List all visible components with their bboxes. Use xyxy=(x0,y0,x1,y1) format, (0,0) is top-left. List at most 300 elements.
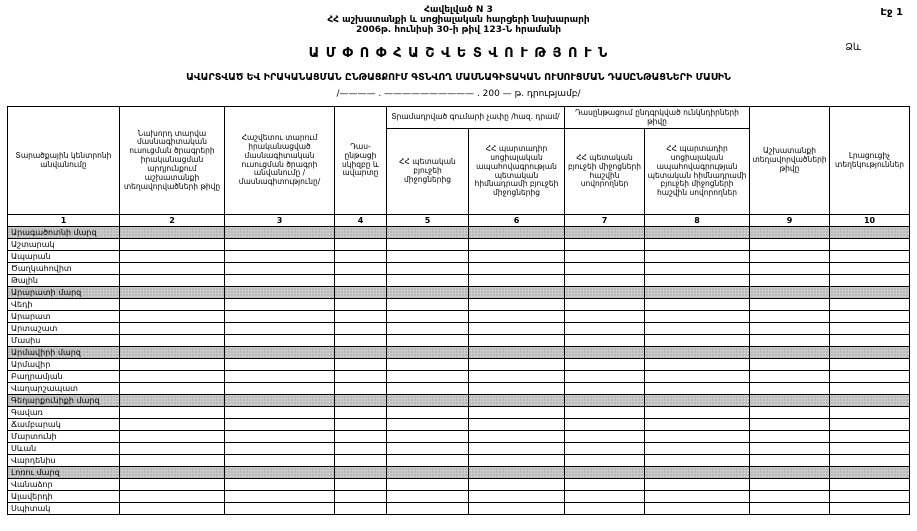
empty-cell xyxy=(334,347,386,359)
empty-cell xyxy=(565,503,645,515)
empty-cell xyxy=(468,443,564,455)
empty-cell xyxy=(468,275,564,287)
empty-cell xyxy=(830,359,910,371)
empty-cell xyxy=(645,227,750,239)
empty-cell xyxy=(119,299,224,311)
table-row xyxy=(7,419,909,431)
empty-cell xyxy=(565,371,645,383)
empty-cell xyxy=(645,263,750,275)
empty-cell xyxy=(119,467,224,479)
empty-cell xyxy=(334,359,386,371)
empty-cell xyxy=(645,323,750,335)
table-row xyxy=(7,431,909,443)
empty-cell xyxy=(830,383,910,395)
header-previous-year-employed: Նախորդ տարվա մասնագիտական ուսուցման ծրագրերի իրականացման արդյունքում աշխատանքի տեղավորվածների թիվը xyxy=(119,107,224,215)
row-label: Բաղրամյան xyxy=(7,371,119,383)
empty-cell xyxy=(750,383,830,395)
table-row xyxy=(7,239,909,251)
empty-cell xyxy=(386,419,468,431)
row-label: Արարատ xyxy=(7,311,119,323)
empty-cell xyxy=(645,395,750,407)
empty-cell xyxy=(645,479,750,491)
empty-cell xyxy=(119,275,224,287)
empty-cell xyxy=(468,347,564,359)
empty-cell xyxy=(830,251,910,263)
empty-cell xyxy=(645,491,750,503)
empty-cell xyxy=(468,371,564,383)
empty-cell xyxy=(830,395,910,407)
row-label: Վարդենիս xyxy=(7,455,119,467)
column-number: 4 xyxy=(334,215,386,227)
table-row-marz xyxy=(7,287,909,299)
empty-cell xyxy=(386,311,468,323)
empty-cell xyxy=(386,491,468,503)
empty-cell xyxy=(565,419,645,431)
empty-cell xyxy=(119,491,224,503)
empty-cell xyxy=(224,251,334,263)
row-label: Վեդի xyxy=(7,299,119,311)
header-course-start-end: Դասընթացի սկիզբը և ավարտը xyxy=(334,107,386,215)
table-header xyxy=(7,107,909,227)
empty-cell xyxy=(386,371,468,383)
empty-cell xyxy=(224,431,334,443)
empty-cell xyxy=(224,335,334,347)
empty-cell xyxy=(334,419,386,431)
empty-cell xyxy=(119,335,224,347)
empty-cell xyxy=(565,479,645,491)
empty-cell xyxy=(334,491,386,503)
empty-cell xyxy=(119,395,224,407)
header-state-budget-students: ՀՀ պետական բյուջեի միջոցների հաշվին սովորողներ xyxy=(565,129,645,215)
empty-cell xyxy=(830,287,910,299)
empty-cell xyxy=(224,407,334,419)
empty-cell xyxy=(334,467,386,479)
empty-cell xyxy=(468,419,564,431)
empty-cell xyxy=(830,407,910,419)
empty-cell xyxy=(119,239,224,251)
empty-cell xyxy=(750,503,830,515)
empty-cell xyxy=(386,287,468,299)
table-row xyxy=(7,455,909,467)
empty-cell xyxy=(645,503,750,515)
empty-cell xyxy=(750,431,830,443)
table-row xyxy=(7,323,909,335)
empty-cell xyxy=(334,395,386,407)
empty-cell xyxy=(224,383,334,395)
table-row xyxy=(7,263,909,275)
empty-cell xyxy=(830,443,910,455)
row-label: Ալավերդի xyxy=(7,491,119,503)
empty-cell xyxy=(565,491,645,503)
empty-cell xyxy=(468,335,564,347)
column-number: 2 xyxy=(119,215,224,227)
empty-cell xyxy=(830,239,910,251)
row-label: Մասիս xyxy=(7,335,119,347)
empty-cell xyxy=(645,407,750,419)
header-social-insurance-students: ՀՀ պարտադիր սոցիալական ապահովագրության պետական հիմնադրամի բյուջեի միջոցների հաշվին սովորողներ xyxy=(645,129,750,215)
empty-cell xyxy=(830,371,910,383)
empty-cell xyxy=(386,323,468,335)
empty-cell xyxy=(565,335,645,347)
empty-cell xyxy=(830,347,910,359)
empty-cell xyxy=(830,275,910,287)
column-number: 7 xyxy=(565,215,645,227)
empty-cell xyxy=(830,263,910,275)
header-territorial-center: Տարածքային կենտրոնի անվանումը xyxy=(7,107,119,215)
empty-cell xyxy=(224,419,334,431)
empty-cell xyxy=(830,491,910,503)
empty-cell xyxy=(334,503,386,515)
empty-cell xyxy=(334,479,386,491)
table-row xyxy=(7,311,909,323)
empty-cell xyxy=(830,323,910,335)
empty-cell xyxy=(750,467,830,479)
empty-cell xyxy=(750,371,830,383)
empty-cell xyxy=(334,335,386,347)
row-label: Ճամբարակ xyxy=(7,419,119,431)
empty-cell xyxy=(645,239,750,251)
header-program-name: Հաշվետու տարում իրականացված մասնագիտական ուսուցման ծրագրի անվանումը /մասնագիտությունը/ xyxy=(224,107,334,215)
empty-cell xyxy=(565,431,645,443)
empty-cell xyxy=(224,311,334,323)
empty-cell xyxy=(468,323,564,335)
table-row xyxy=(7,491,909,503)
row-label: Գեղարքունիքի մարզ xyxy=(7,395,119,407)
column-number: 10 xyxy=(830,215,910,227)
empty-cell xyxy=(334,287,386,299)
table-row xyxy=(7,359,909,371)
empty-cell xyxy=(830,311,910,323)
empty-cell xyxy=(224,359,334,371)
empty-cell xyxy=(119,251,224,263)
row-label: Մարտունի xyxy=(7,431,119,443)
empty-cell xyxy=(645,455,750,467)
empty-cell xyxy=(334,407,386,419)
empty-cell xyxy=(386,275,468,287)
document-subtitle: ԱՎԱՐՏՎԱԾ ԵՎ ԻՐԱԿԱՆԱՑՄԱՆ ԸՆԹԱՑՔՈՒՄ ԳՏՆՎՈՂ ՄԱՍՆԱԳԻՏԱԿԱՆ ՈՒՍՈՒՑՄԱՆ ԴԱՍԸՆԹԱՑՆԵՐԻ ՄԱՍԻՆ xyxy=(186,72,731,83)
empty-cell xyxy=(565,383,645,395)
row-label: Վաղարշապատ xyxy=(7,383,119,395)
empty-cell xyxy=(119,455,224,467)
empty-cell xyxy=(750,299,830,311)
empty-cell xyxy=(645,347,750,359)
table-row xyxy=(7,299,909,311)
empty-cell xyxy=(334,443,386,455)
column-number: 9 xyxy=(750,215,830,227)
empty-cell xyxy=(565,467,645,479)
report-table xyxy=(7,106,910,515)
empty-cell xyxy=(468,503,564,515)
empty-cell xyxy=(334,251,386,263)
table-row xyxy=(7,443,909,455)
empty-cell xyxy=(386,251,468,263)
empty-cell xyxy=(224,479,334,491)
empty-cell xyxy=(386,335,468,347)
empty-cell xyxy=(119,419,224,431)
table-row-marz xyxy=(7,467,909,479)
empty-cell xyxy=(386,227,468,239)
empty-cell xyxy=(224,371,334,383)
empty-cell xyxy=(224,443,334,455)
table-row xyxy=(7,407,909,419)
empty-cell xyxy=(565,311,645,323)
empty-cell xyxy=(645,275,750,287)
empty-cell xyxy=(468,407,564,419)
empty-cell xyxy=(386,347,468,359)
row-label: Աշտարակ xyxy=(7,239,119,251)
empty-cell xyxy=(565,323,645,335)
empty-cell xyxy=(830,467,910,479)
empty-cell xyxy=(119,383,224,395)
empty-cell xyxy=(565,443,645,455)
empty-cell xyxy=(224,275,334,287)
empty-cell xyxy=(565,407,645,419)
empty-cell xyxy=(386,299,468,311)
empty-cell xyxy=(750,287,830,299)
empty-cell xyxy=(224,395,334,407)
empty-cell xyxy=(386,395,468,407)
header-state-budget-funds: ՀՀ պետական բյուջեի միջոցներից xyxy=(386,129,468,215)
empty-cell xyxy=(386,239,468,251)
empty-cell xyxy=(645,311,750,323)
empty-cell xyxy=(468,491,564,503)
table-row xyxy=(7,479,909,491)
empty-cell xyxy=(645,299,750,311)
empty-cell xyxy=(386,359,468,371)
empty-cell xyxy=(565,455,645,467)
empty-cell xyxy=(645,287,750,299)
empty-cell xyxy=(830,455,910,467)
empty-cell xyxy=(750,347,830,359)
empty-cell xyxy=(565,299,645,311)
empty-cell xyxy=(224,491,334,503)
empty-cell xyxy=(830,419,910,431)
empty-cell xyxy=(334,311,386,323)
empty-cell xyxy=(119,503,224,515)
ministry-line-1: ՀՀ աշխատանքի և սոցիալական հարցերի նախարարի xyxy=(327,15,590,25)
empty-cell xyxy=(645,335,750,347)
empty-cell xyxy=(830,479,910,491)
empty-cell xyxy=(119,407,224,419)
empty-cell xyxy=(750,323,830,335)
empty-cell xyxy=(468,455,564,467)
empty-cell xyxy=(386,407,468,419)
empty-cell xyxy=(750,263,830,275)
empty-cell xyxy=(224,503,334,515)
empty-cell xyxy=(468,479,564,491)
empty-cell xyxy=(468,395,564,407)
column-number-row xyxy=(7,215,909,227)
empty-cell xyxy=(468,431,564,443)
column-number: 6 xyxy=(468,215,564,227)
empty-cell xyxy=(645,467,750,479)
empty-cell xyxy=(565,227,645,239)
empty-cell xyxy=(750,311,830,323)
empty-cell xyxy=(565,251,645,263)
empty-cell xyxy=(468,311,564,323)
table-row xyxy=(7,275,909,287)
empty-cell xyxy=(386,467,468,479)
empty-cell xyxy=(750,455,830,467)
empty-cell xyxy=(468,263,564,275)
empty-cell xyxy=(750,395,830,407)
column-number: 1 xyxy=(7,215,119,227)
empty-cell xyxy=(119,479,224,491)
row-label: Արտաշատ xyxy=(7,323,119,335)
empty-cell xyxy=(468,227,564,239)
row-label: Ծաղկահովիտ xyxy=(7,263,119,275)
empty-cell xyxy=(468,251,564,263)
header-group-row xyxy=(7,107,909,129)
empty-cell xyxy=(334,431,386,443)
empty-cell xyxy=(565,347,645,359)
row-label: Արմավիրի մարզ xyxy=(7,347,119,359)
empty-cell xyxy=(565,275,645,287)
empty-cell xyxy=(750,359,830,371)
empty-cell xyxy=(334,299,386,311)
empty-cell xyxy=(468,383,564,395)
empty-cell xyxy=(119,263,224,275)
empty-cell xyxy=(645,359,750,371)
empty-cell xyxy=(565,359,645,371)
empty-cell xyxy=(750,443,830,455)
header-group-enrolled-trainees: Դասընթացում ընդգրկված ունկնդիրների թիվը xyxy=(565,107,750,129)
empty-cell xyxy=(468,287,564,299)
empty-cell xyxy=(119,347,224,359)
header-additional-info: Լրացուցիչ տեղեկություններ xyxy=(830,107,910,215)
empty-cell xyxy=(224,467,334,479)
empty-cell xyxy=(565,395,645,407)
empty-cell xyxy=(119,371,224,383)
empty-cell xyxy=(224,347,334,359)
empty-cell xyxy=(386,443,468,455)
table-row xyxy=(7,383,909,395)
empty-cell xyxy=(750,407,830,419)
empty-cell xyxy=(386,503,468,515)
empty-cell xyxy=(645,251,750,263)
empty-cell xyxy=(830,431,910,443)
ministry-line-2: 2006թ. հունիսի 30-ի թիվ 123-Ն հրամանի xyxy=(355,25,562,35)
column-number: 3 xyxy=(224,215,334,227)
table-row-marz xyxy=(7,347,909,359)
empty-cell xyxy=(468,299,564,311)
empty-cell xyxy=(645,419,750,431)
empty-cell xyxy=(750,479,830,491)
row-label: Լոռու մարզ xyxy=(7,467,119,479)
row-label: Սևան xyxy=(7,443,119,455)
empty-cell xyxy=(386,383,468,395)
empty-cell xyxy=(830,335,910,347)
empty-cell xyxy=(750,239,830,251)
table-row-marz xyxy=(7,395,909,407)
empty-cell xyxy=(830,503,910,515)
empty-cell xyxy=(750,227,830,239)
empty-cell xyxy=(224,299,334,311)
table-body xyxy=(7,227,909,515)
date-fill-line: /———— . —————————— . 200 — թ. դրությամբ/ xyxy=(336,89,581,99)
empty-cell xyxy=(334,323,386,335)
empty-cell xyxy=(830,227,910,239)
row-label: Ապարան xyxy=(7,251,119,263)
empty-cell xyxy=(119,443,224,455)
empty-cell xyxy=(224,239,334,251)
form-label: Ձև xyxy=(845,42,861,53)
row-label: Արմավիր xyxy=(7,359,119,371)
empty-cell xyxy=(334,239,386,251)
empty-cell xyxy=(386,455,468,467)
table-row xyxy=(7,503,909,515)
empty-cell xyxy=(645,383,750,395)
table-row xyxy=(7,371,909,383)
empty-cell xyxy=(565,239,645,251)
empty-cell xyxy=(334,455,386,467)
empty-cell xyxy=(334,263,386,275)
empty-cell xyxy=(468,359,564,371)
empty-cell xyxy=(750,419,830,431)
empty-cell xyxy=(224,455,334,467)
empty-cell xyxy=(224,323,334,335)
header-employed-count: Աշխատանքի տեղավորվածների թիվը xyxy=(750,107,830,215)
empty-cell xyxy=(645,371,750,383)
header-social-insurance-fund: ՀՀ պարտադիր սոցիալական ապահովագրության պետական հիմնադրամի բյուջեի միջոցներից xyxy=(468,129,564,215)
empty-cell xyxy=(386,431,468,443)
empty-cell xyxy=(224,263,334,275)
empty-cell xyxy=(119,431,224,443)
empty-cell xyxy=(386,263,468,275)
row-label: Գավառ xyxy=(7,407,119,419)
empty-cell xyxy=(334,371,386,383)
empty-cell xyxy=(334,227,386,239)
table-row-marz xyxy=(7,227,909,239)
empty-cell xyxy=(565,263,645,275)
table-row xyxy=(7,335,909,347)
empty-cell xyxy=(119,227,224,239)
empty-cell xyxy=(386,479,468,491)
empty-cell xyxy=(565,287,645,299)
header-group-amount-provided: Տրամադրված գումարի չափը /հազ. դրամ/ xyxy=(386,107,564,129)
empty-cell xyxy=(750,251,830,263)
row-label: Սպիտակ xyxy=(7,503,119,515)
row-label: Արարատի մարզ xyxy=(7,287,119,299)
empty-cell xyxy=(224,227,334,239)
column-number: 8 xyxy=(645,215,750,227)
empty-cell xyxy=(468,239,564,251)
empty-cell xyxy=(750,335,830,347)
table-row xyxy=(7,251,909,263)
empty-cell xyxy=(750,275,830,287)
page-number: Էջ 1 xyxy=(880,7,903,18)
empty-cell xyxy=(224,287,334,299)
empty-cell xyxy=(645,443,750,455)
empty-cell xyxy=(750,491,830,503)
empty-cell xyxy=(830,299,910,311)
empty-cell xyxy=(334,383,386,395)
empty-cell xyxy=(119,287,224,299)
column-number: 5 xyxy=(386,215,468,227)
empty-cell xyxy=(119,323,224,335)
empty-cell xyxy=(119,311,224,323)
empty-cell xyxy=(468,467,564,479)
empty-cell xyxy=(334,275,386,287)
row-label: Վանաձոր xyxy=(7,479,119,491)
row-label: Արագածոտնի մարզ xyxy=(7,227,119,239)
appendix-header xyxy=(0,0,917,35)
empty-cell xyxy=(119,359,224,371)
document-title: Ա Մ Փ Ո Փ Հ Ա Շ Վ Ե Տ Վ Ո Ւ Թ Յ Ո Ւ Ն xyxy=(308,46,609,61)
appendix-label: Հավելված N 3 xyxy=(424,5,493,15)
empty-cell xyxy=(645,431,750,443)
row-label: Թալին xyxy=(7,275,119,287)
